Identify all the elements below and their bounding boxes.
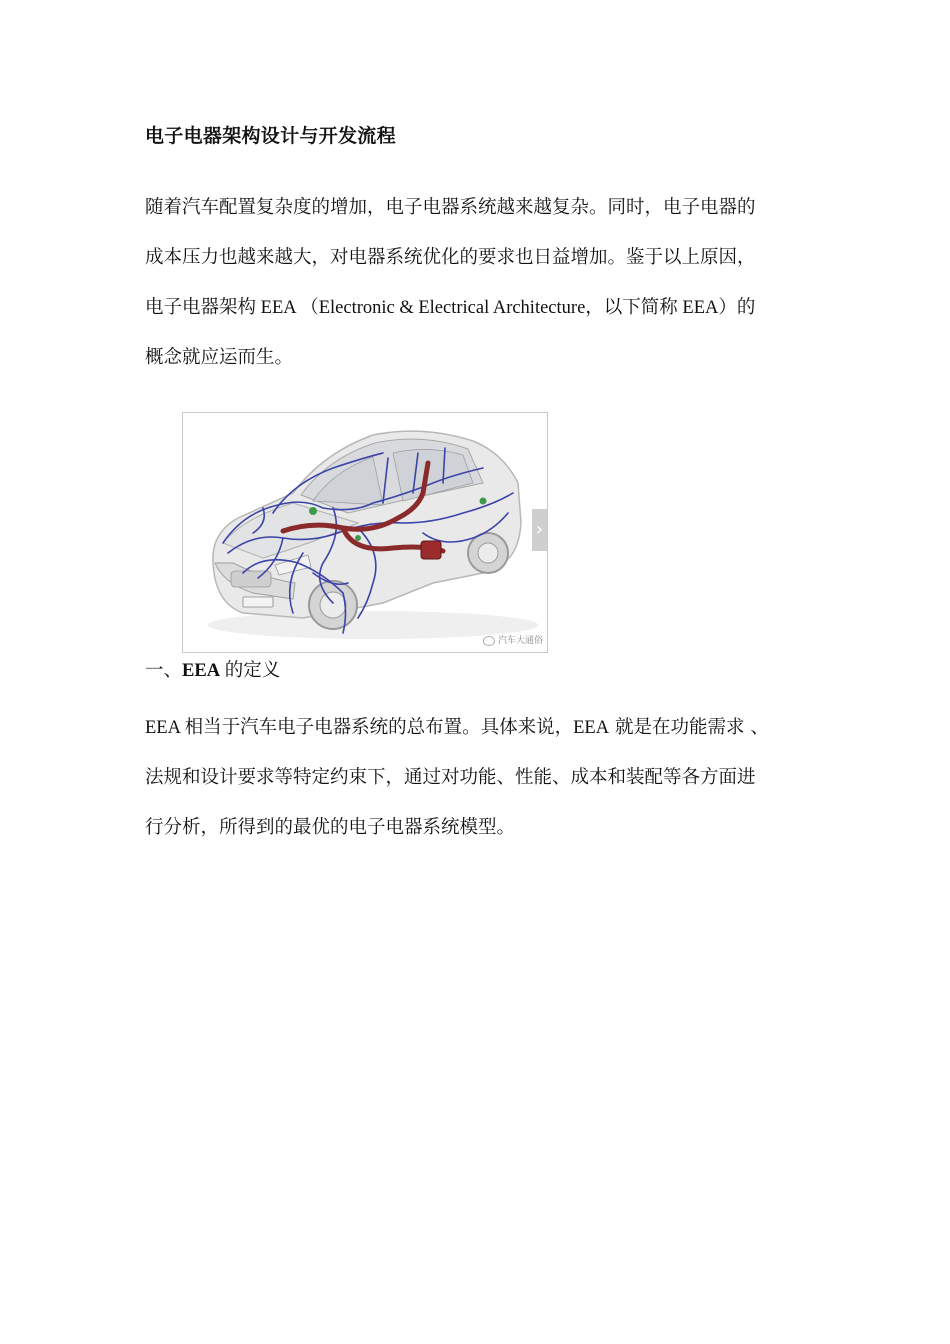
intro-line-3-a: 电子电器架构 <box>145 297 257 318</box>
intro-line-3-d: EEA） <box>677 298 737 318</box>
section-prefix: 一、 <box>145 661 183 681</box>
image-watermark <box>483 633 543 646</box>
next-image-button[interactable]: › <box>532 509 547 551</box>
intro-paragraph <box>145 183 810 383</box>
definition-line-1-a: EEA <box>145 718 185 738</box>
intro-line-3-b: EEA （Electronic & Electrical Architecture， <box>256 298 604 318</box>
definition-line-1-d: 就是在功能需求 、 <box>609 717 769 738</box>
intro-line-3-e: 的 <box>736 297 756 318</box>
intro-line-3-c: 以下简称 <box>603 297 678 318</box>
section-suffix: 的定义 <box>220 661 281 681</box>
definition-line-3: 行分析，所得到的最优的电子电器系统模型。 <box>145 817 516 838</box>
definition-line-1-b: 相当于汽车电子电器系统的总布置。具体来说， <box>184 717 574 738</box>
intro-line-2: 成本压力也越来越大，对电器系统优化的要求也日益增加。鉴于以上原因， <box>145 247 756 268</box>
car-wiring-image <box>182 412 548 653</box>
document-title: 电子电器架构设计与开发流程 <box>145 125 396 147</box>
intro-line-1: 随着汽车配置复杂度的增加，电子电器系统越来越复杂。同时，电子电器的 <box>145 197 756 218</box>
definition-paragraph <box>145 703 810 853</box>
section-heading-eea-definition <box>145 656 280 682</box>
section-term: EEA <box>182 661 221 681</box>
intro-line-3 <box>145 283 810 333</box>
definition-line-2: 法规和设计要求等特定约束下，通过对功能、性能、成本和装配等各方面进 <box>145 767 756 788</box>
car-wiring-illustration <box>183 413 547 652</box>
intro-line-4: 概念就应运而生。 <box>145 347 294 368</box>
wechat-logo-icon <box>483 636 495 646</box>
definition-line-1-c: EEA <box>573 718 610 738</box>
definition-line-1 <box>145 703 810 753</box>
watermark-text: 汽车大通俗 <box>497 636 543 646</box>
